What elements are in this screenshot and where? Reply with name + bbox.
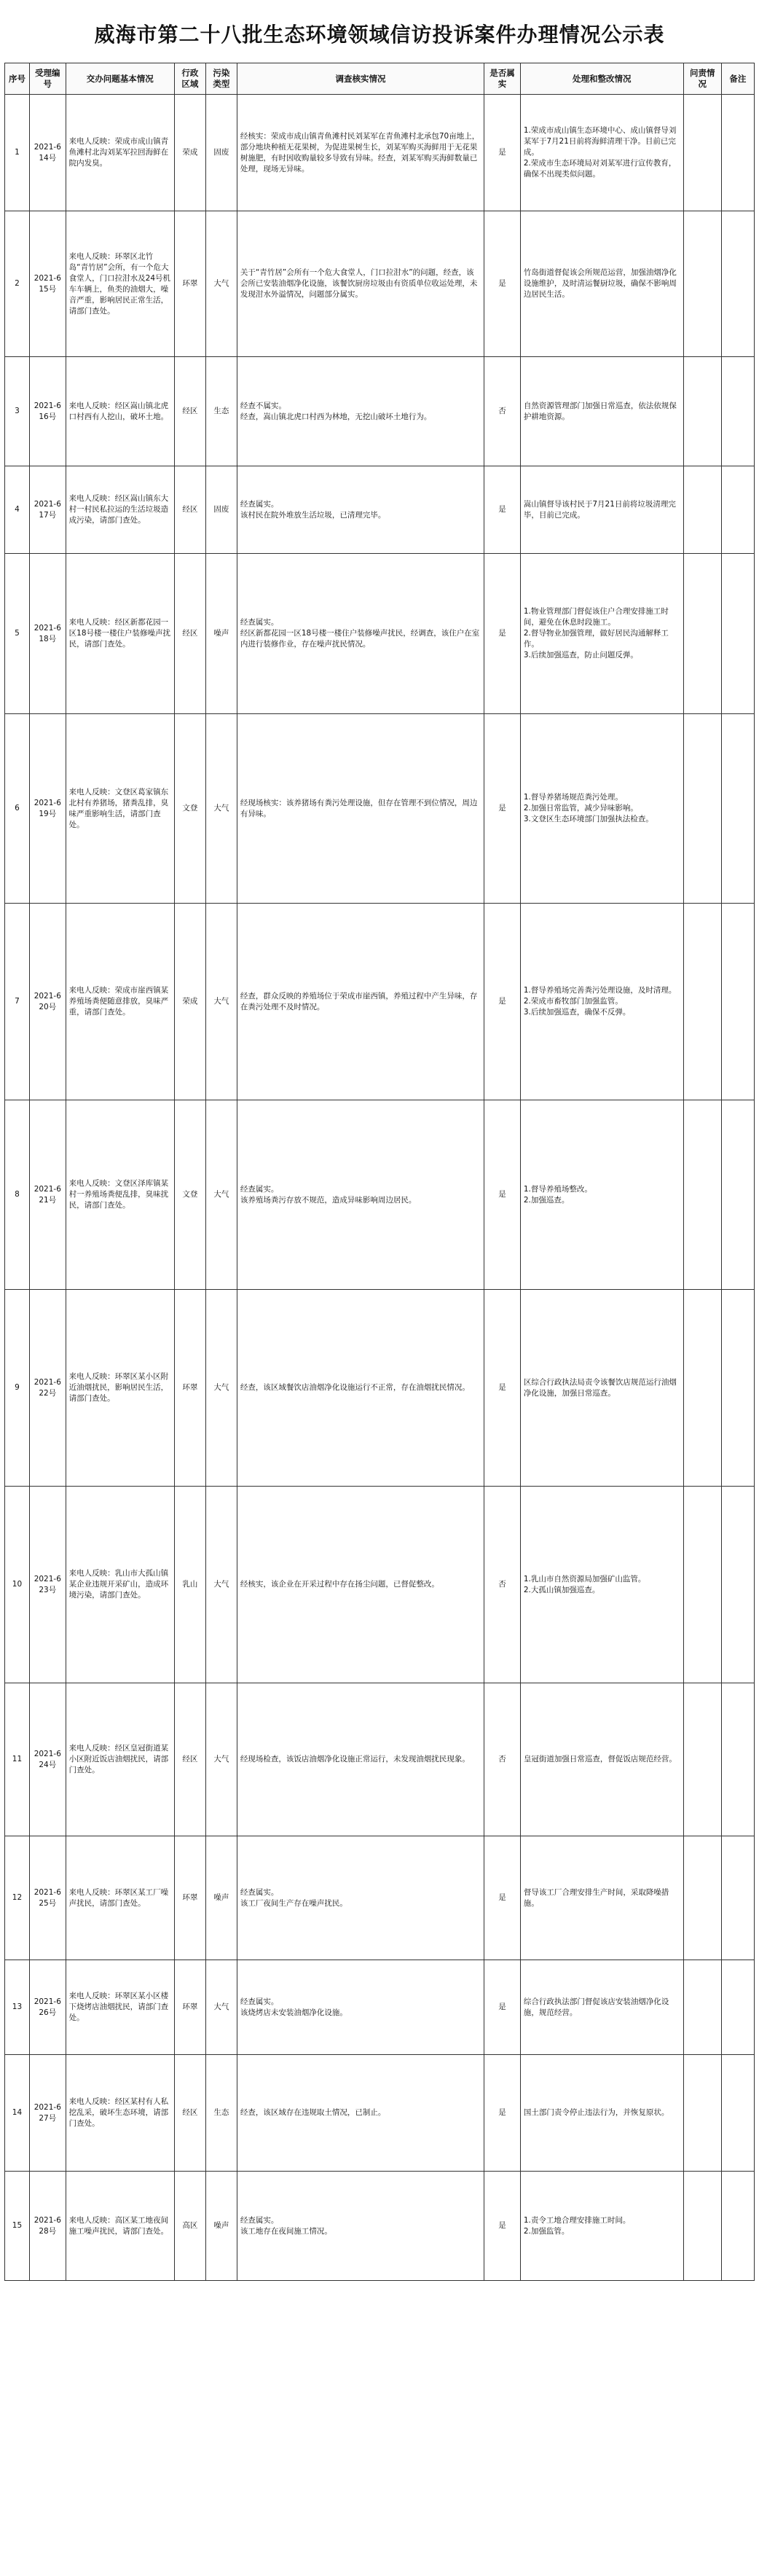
row-verified: 是 bbox=[484, 904, 521, 1100]
row-accountability bbox=[683, 95, 721, 211]
row-number: 5 bbox=[5, 554, 30, 714]
row-code: 2021-628号 bbox=[29, 2172, 66, 2281]
col-header-investigation: 调查核实情况 bbox=[237, 63, 484, 95]
row-accountability bbox=[683, 2055, 721, 2172]
complaints-table bbox=[4, 63, 755, 2281]
row-code: 2021-614号 bbox=[29, 95, 66, 211]
row-problem: 来电人反映：经区嵩山镇东大村一村民私拉运的生活垃圾造成污染，请部门查处。 bbox=[66, 466, 174, 554]
col-header-problem: 交办问题基本情况 bbox=[66, 63, 174, 95]
col-header-accountability: 问责情况 bbox=[683, 63, 721, 95]
row-accountability bbox=[683, 466, 721, 554]
page-title: 威海市第二十八批生态环境领域信访投诉案件办理情况公示表 bbox=[94, 23, 665, 47]
row-handling: 1.物业管理部门督促该住户合理安排施工时间，避免在休息时段施工。 2.督导物业加强管理，做好居民沟通解释工作。 3.后续加强巡查，防止问题反弹。 bbox=[520, 554, 683, 714]
row-code: 2021-622号 bbox=[29, 1290, 66, 1487]
row-investigation: 经核实：荣成市成山镇青鱼滩村民刘某军在青鱼滩村北承包70亩地上，部分地块种植无花果树，为促进果树生长，刘某军购买海鲜用于无花果树施肥，有时因收购量较多导致有异味。经查，刘某军购买海鲜数量已处理，现场无异味。 bbox=[237, 95, 484, 211]
row-area: 高区 bbox=[174, 2172, 205, 2281]
row-remark bbox=[721, 904, 754, 1100]
row-remark bbox=[721, 2172, 754, 2281]
col-header-remark: 备注 bbox=[721, 63, 754, 95]
row-investigation: 经查属实。 经区新都花园一区18号楼一楼住户装修噪声扰民，经调查，该住户在室内进行装修作业，存在噪声扰民情况。 bbox=[237, 554, 484, 714]
col-header-area: 行政区域 bbox=[174, 63, 205, 95]
row-area: 环翠 bbox=[174, 1960, 205, 2055]
row-area: 文登 bbox=[174, 1100, 205, 1290]
row-problem: 来电人反映：经区嵩山镇北虎口村西有人挖山，破坏土地。 bbox=[66, 357, 174, 466]
row-remark bbox=[721, 1487, 754, 1683]
row-accountability bbox=[683, 1487, 721, 1683]
col-header-no: 序号 bbox=[5, 63, 30, 95]
row-type: 大气 bbox=[205, 1100, 237, 1290]
row-handling: 1.督导养殖场整改。 2.加强巡查。 bbox=[520, 1100, 683, 1290]
row-remark bbox=[721, 714, 754, 904]
table-row bbox=[5, 714, 755, 904]
row-problem: 来电人反映：文登区葛家镇东北村有养猪场，猪粪乱排，臭味严重影响生活，请部门查处。 bbox=[66, 714, 174, 904]
row-accountability bbox=[683, 1836, 721, 1960]
row-investigation: 经查属实。 该工地存在夜间施工情况。 bbox=[237, 2172, 484, 2281]
col-header-handling: 处理和整改情况 bbox=[520, 63, 683, 95]
row-area: 荣成 bbox=[174, 95, 205, 211]
row-verified: 否 bbox=[484, 1487, 521, 1683]
row-number: 13 bbox=[5, 1960, 30, 2055]
row-handling: 1.乳山市自然资源局加强矿山监管。 2.大孤山镇加强巡查。 bbox=[520, 1487, 683, 1683]
row-number: 3 bbox=[5, 357, 30, 466]
row-remark bbox=[721, 466, 754, 554]
row-handling: 嵩山镇督导该村民于7月21日前将垃圾清理完毕，目前已完成。 bbox=[520, 466, 683, 554]
row-code: 2021-616号 bbox=[29, 357, 66, 466]
row-accountability bbox=[683, 1960, 721, 2055]
col-header-type: 污染类型 bbox=[205, 63, 237, 95]
row-number: 15 bbox=[5, 2172, 30, 2281]
row-investigation: 经查，该区域餐饮店油烟净化设施运行不正常，存在油烟扰民情况。 bbox=[237, 1290, 484, 1487]
row-area: 环翠 bbox=[174, 211, 205, 357]
row-handling: 1.责令工地合理安排施工时间。 2.加强监管。 bbox=[520, 2172, 683, 2281]
row-verified: 否 bbox=[484, 1683, 521, 1836]
row-investigation: 经查属实。 该烧烤店未安装油烟净化设施。 bbox=[237, 1960, 484, 2055]
row-number: 14 bbox=[5, 2055, 30, 2172]
row-problem: 来电人反映：荣成市崖西镇某养殖场粪便随意排放，臭味严重，请部门查处。 bbox=[66, 904, 174, 1100]
row-investigation: 经查属实。 该工厂夜间生产存在噪声扰民。 bbox=[237, 1836, 484, 1960]
row-code: 2021-623号 bbox=[29, 1487, 66, 1683]
row-accountability bbox=[683, 714, 721, 904]
row-remark bbox=[721, 554, 754, 714]
row-code: 2021-627号 bbox=[29, 2055, 66, 2172]
row-handling: 竹岛街道督促该会所规范运营，加强油烟净化设施维护，及时清运餐厨垃圾，确保不影响周边居民生活。 bbox=[520, 211, 683, 357]
row-area: 经区 bbox=[174, 466, 205, 554]
table-row bbox=[5, 1290, 755, 1487]
row-area: 环翠 bbox=[174, 1290, 205, 1487]
row-problem: 来电人反映：环翠区北竹岛“青竹居”会所，有一个危大食堂人，门口拉泔水及24号机车车辆上，鱼类的油烟大，噪音严重，影响居民正常生活，请部门查处。 bbox=[66, 211, 174, 357]
row-area: 经区 bbox=[174, 1683, 205, 1836]
row-number: 2 bbox=[5, 211, 30, 357]
row-type: 生态 bbox=[205, 357, 237, 466]
row-investigation: 经现场核实：该养猪场有粪污处理设施，但存在管理不到位情况，周边有异味。 bbox=[237, 714, 484, 904]
row-type: 固废 bbox=[205, 95, 237, 211]
table-row bbox=[5, 1836, 755, 1960]
row-handling: 1.荣成市成山镇生态环境中心、成山镇督导刘某军于7月21日前将海鲜清理干净。目前已完成。 2.荣成市生态环境局对刘某军进行宣传教育，确保不出现类似问题。 bbox=[520, 95, 683, 211]
row-number: 9 bbox=[5, 1290, 30, 1487]
table-row bbox=[5, 554, 755, 714]
row-type: 大气 bbox=[205, 1960, 237, 2055]
row-type: 大气 bbox=[205, 1487, 237, 1683]
row-remark bbox=[721, 1836, 754, 1960]
row-problem: 来电人反映：经区皇冠街道某小区附近饭店油烟扰民，请部门查处。 bbox=[66, 1683, 174, 1836]
row-verified: 是 bbox=[484, 1960, 521, 2055]
row-type: 大气 bbox=[205, 714, 237, 904]
row-area: 经区 bbox=[174, 2055, 205, 2172]
row-investigation: 关于“青竹居”会所有一个危大食堂人，门口拉泔水”的问题，经查，该会所已安装油烟净化设施，该餐饮厨房垃圾由有资质单位收运处理，未发现泔水外溢情况，问题部分属实。 bbox=[237, 211, 484, 357]
row-area: 乳山 bbox=[174, 1487, 205, 1683]
row-number: 1 bbox=[5, 95, 30, 211]
row-verified: 是 bbox=[484, 211, 521, 357]
row-area: 经区 bbox=[174, 357, 205, 466]
row-number: 8 bbox=[5, 1100, 30, 1290]
table-row bbox=[5, 1100, 755, 1290]
row-code: 2021-621号 bbox=[29, 1100, 66, 1290]
row-handling: 督导该工厂合理安排生产时间，采取降噪措施。 bbox=[520, 1836, 683, 1960]
row-code: 2021-624号 bbox=[29, 1683, 66, 1836]
row-number: 10 bbox=[5, 1487, 30, 1683]
row-number: 7 bbox=[5, 904, 30, 1100]
row-type: 噪声 bbox=[205, 2172, 237, 2281]
row-remark bbox=[721, 1290, 754, 1487]
row-accountability bbox=[683, 2172, 721, 2281]
row-verified: 是 bbox=[484, 554, 521, 714]
row-verified: 是 bbox=[484, 95, 521, 211]
row-verified: 是 bbox=[484, 2055, 521, 2172]
table-row bbox=[5, 95, 755, 211]
row-code: 2021-618号 bbox=[29, 554, 66, 714]
row-problem: 来电人反映：环翠区某小区附近油烟扰民，影响居民生活，请部门查处。 bbox=[66, 1290, 174, 1487]
row-accountability bbox=[683, 554, 721, 714]
row-remark bbox=[721, 1960, 754, 2055]
row-code: 2021-617号 bbox=[29, 466, 66, 554]
row-remark bbox=[721, 211, 754, 357]
col-header-code: 受理编号 bbox=[29, 63, 66, 95]
row-investigation: 经现场检查，该饭店油烟净化设施正常运行，未发现油烟扰民现象。 bbox=[237, 1683, 484, 1836]
table-row bbox=[5, 1960, 755, 2055]
row-accountability bbox=[683, 1683, 721, 1836]
row-code: 2021-625号 bbox=[29, 1836, 66, 1960]
table-row bbox=[5, 1683, 755, 1836]
row-verified: 是 bbox=[484, 2172, 521, 2281]
table-row bbox=[5, 2055, 755, 2172]
row-type: 生态 bbox=[205, 2055, 237, 2172]
row-investigation: 经查，该区域存在违规取土情况，已制止。 bbox=[237, 2055, 484, 2172]
row-investigation: 经核实，该企业在开采过程中存在扬尘问题，已督促整改。 bbox=[237, 1487, 484, 1683]
row-code: 2021-615号 bbox=[29, 211, 66, 357]
table-row bbox=[5, 1487, 755, 1683]
row-problem: 来电人反映：文登区泽库镇某村一养殖场粪便乱排，臭味扰民，请部门查处。 bbox=[66, 1100, 174, 1290]
row-investigation: 经查，群众反映的养殖场位于荣成市崖西镇，养殖过程中产生异味，存在粪污处理不及时情况。 bbox=[237, 904, 484, 1100]
row-verified: 是 bbox=[484, 1836, 521, 1960]
row-type: 固废 bbox=[205, 466, 237, 554]
row-type: 大气 bbox=[205, 1290, 237, 1487]
row-code: 2021-620号 bbox=[29, 904, 66, 1100]
row-type: 噪声 bbox=[205, 554, 237, 714]
table-row bbox=[5, 466, 755, 554]
row-number: 11 bbox=[5, 1683, 30, 1836]
row-accountability bbox=[683, 1100, 721, 1290]
row-problem: 来电人反映：荣成市成山镇青鱼滩村北沟刘某军拉回海鲜在院内发臭。 bbox=[66, 95, 174, 211]
row-verified: 是 bbox=[484, 466, 521, 554]
table-row bbox=[5, 904, 755, 1100]
row-accountability bbox=[683, 904, 721, 1100]
row-remark bbox=[721, 1100, 754, 1290]
table-row bbox=[5, 211, 755, 357]
row-accountability bbox=[683, 357, 721, 466]
row-remark bbox=[721, 2055, 754, 2172]
row-remark bbox=[721, 357, 754, 466]
row-handling: 国土部门责令停止违法行为，并恢复原状。 bbox=[520, 2055, 683, 2172]
row-number: 4 bbox=[5, 466, 30, 554]
row-area: 环翠 bbox=[174, 1836, 205, 1960]
row-type: 大气 bbox=[205, 904, 237, 1100]
row-problem: 来电人反映：经区某村有人私挖乱采，破坏生态环境，请部门查处。 bbox=[66, 2055, 174, 2172]
table-row bbox=[5, 2172, 755, 2281]
row-problem: 来电人反映：环翠区某工厂噪声扰民，请部门查处。 bbox=[66, 1836, 174, 1960]
row-remark bbox=[721, 1683, 754, 1836]
row-code: 2021-626号 bbox=[29, 1960, 66, 2055]
row-handling: 综合行政执法部门督促该店安装油烟净化设施，规范经营。 bbox=[520, 1960, 683, 2055]
row-code: 2021-619号 bbox=[29, 714, 66, 904]
row-handling: 自然资源管理部门加强日常巡查，依法依规保护耕地资源。 bbox=[520, 357, 683, 466]
row-problem: 来电人反映：经区新都花园一区18号楼一楼住户装修噪声扰民，请部门查处。 bbox=[66, 554, 174, 714]
row-problem: 来电人反映：乳山市大孤山镇某企业违规开采矿山，造成环境污染，请部门查处。 bbox=[66, 1487, 174, 1683]
row-type: 大气 bbox=[205, 1683, 237, 1836]
table-row bbox=[5, 357, 755, 466]
row-accountability bbox=[683, 1290, 721, 1487]
row-number: 12 bbox=[5, 1836, 30, 1960]
row-type: 噪声 bbox=[205, 1836, 237, 1960]
row-handling: 1.督导养猪场规范粪污处理。 2.加强日常监管，减少异味影响。 3.文登区生态环境部门加强执法检查。 bbox=[520, 714, 683, 904]
row-area: 荣成 bbox=[174, 904, 205, 1100]
table-header bbox=[5, 63, 755, 95]
row-type: 大气 bbox=[205, 211, 237, 357]
row-accountability bbox=[683, 211, 721, 357]
row-number: 6 bbox=[5, 714, 30, 904]
row-verified: 否 bbox=[484, 357, 521, 466]
row-verified: 是 bbox=[484, 1100, 521, 1290]
row-verified: 是 bbox=[484, 1290, 521, 1487]
row-handling: 皇冠街道加强日常巡查，督促饭店规范经营。 bbox=[520, 1683, 683, 1836]
row-area: 经区 bbox=[174, 554, 205, 714]
row-verified: 是 bbox=[484, 714, 521, 904]
row-area: 文登 bbox=[174, 714, 205, 904]
row-investigation: 经查不属实。 经查，嵩山镇北虎口村西为林地，无挖山破坏土地行为。 bbox=[237, 357, 484, 466]
col-header-verified: 是否属实 bbox=[484, 63, 521, 95]
row-investigation: 经查属实。 该村民在院外堆放生活垃圾，已清理完毕。 bbox=[237, 466, 484, 554]
row-investigation: 经查属实。 该养殖场粪污存放不规范，造成异味影响周边居民。 bbox=[237, 1100, 484, 1290]
row-problem: 来电人反映：高区某工地夜间施工噪声扰民，请部门查处。 bbox=[66, 2172, 174, 2281]
row-remark bbox=[721, 95, 754, 211]
row-problem: 来电人反映：环翠区某小区楼下烧烤店油烟扰民，请部门查处。 bbox=[66, 1960, 174, 2055]
row-handling: 区综合行政执法局责令该餐饮店规范运行油烟净化设施，加强日常巡查。 bbox=[520, 1290, 683, 1487]
row-handling: 1.督导养殖场完善粪污处理设施，及时清理。 2.荣成市畜牧部门加强监管。 3.后续加强巡查，确保不反弹。 bbox=[520, 904, 683, 1100]
